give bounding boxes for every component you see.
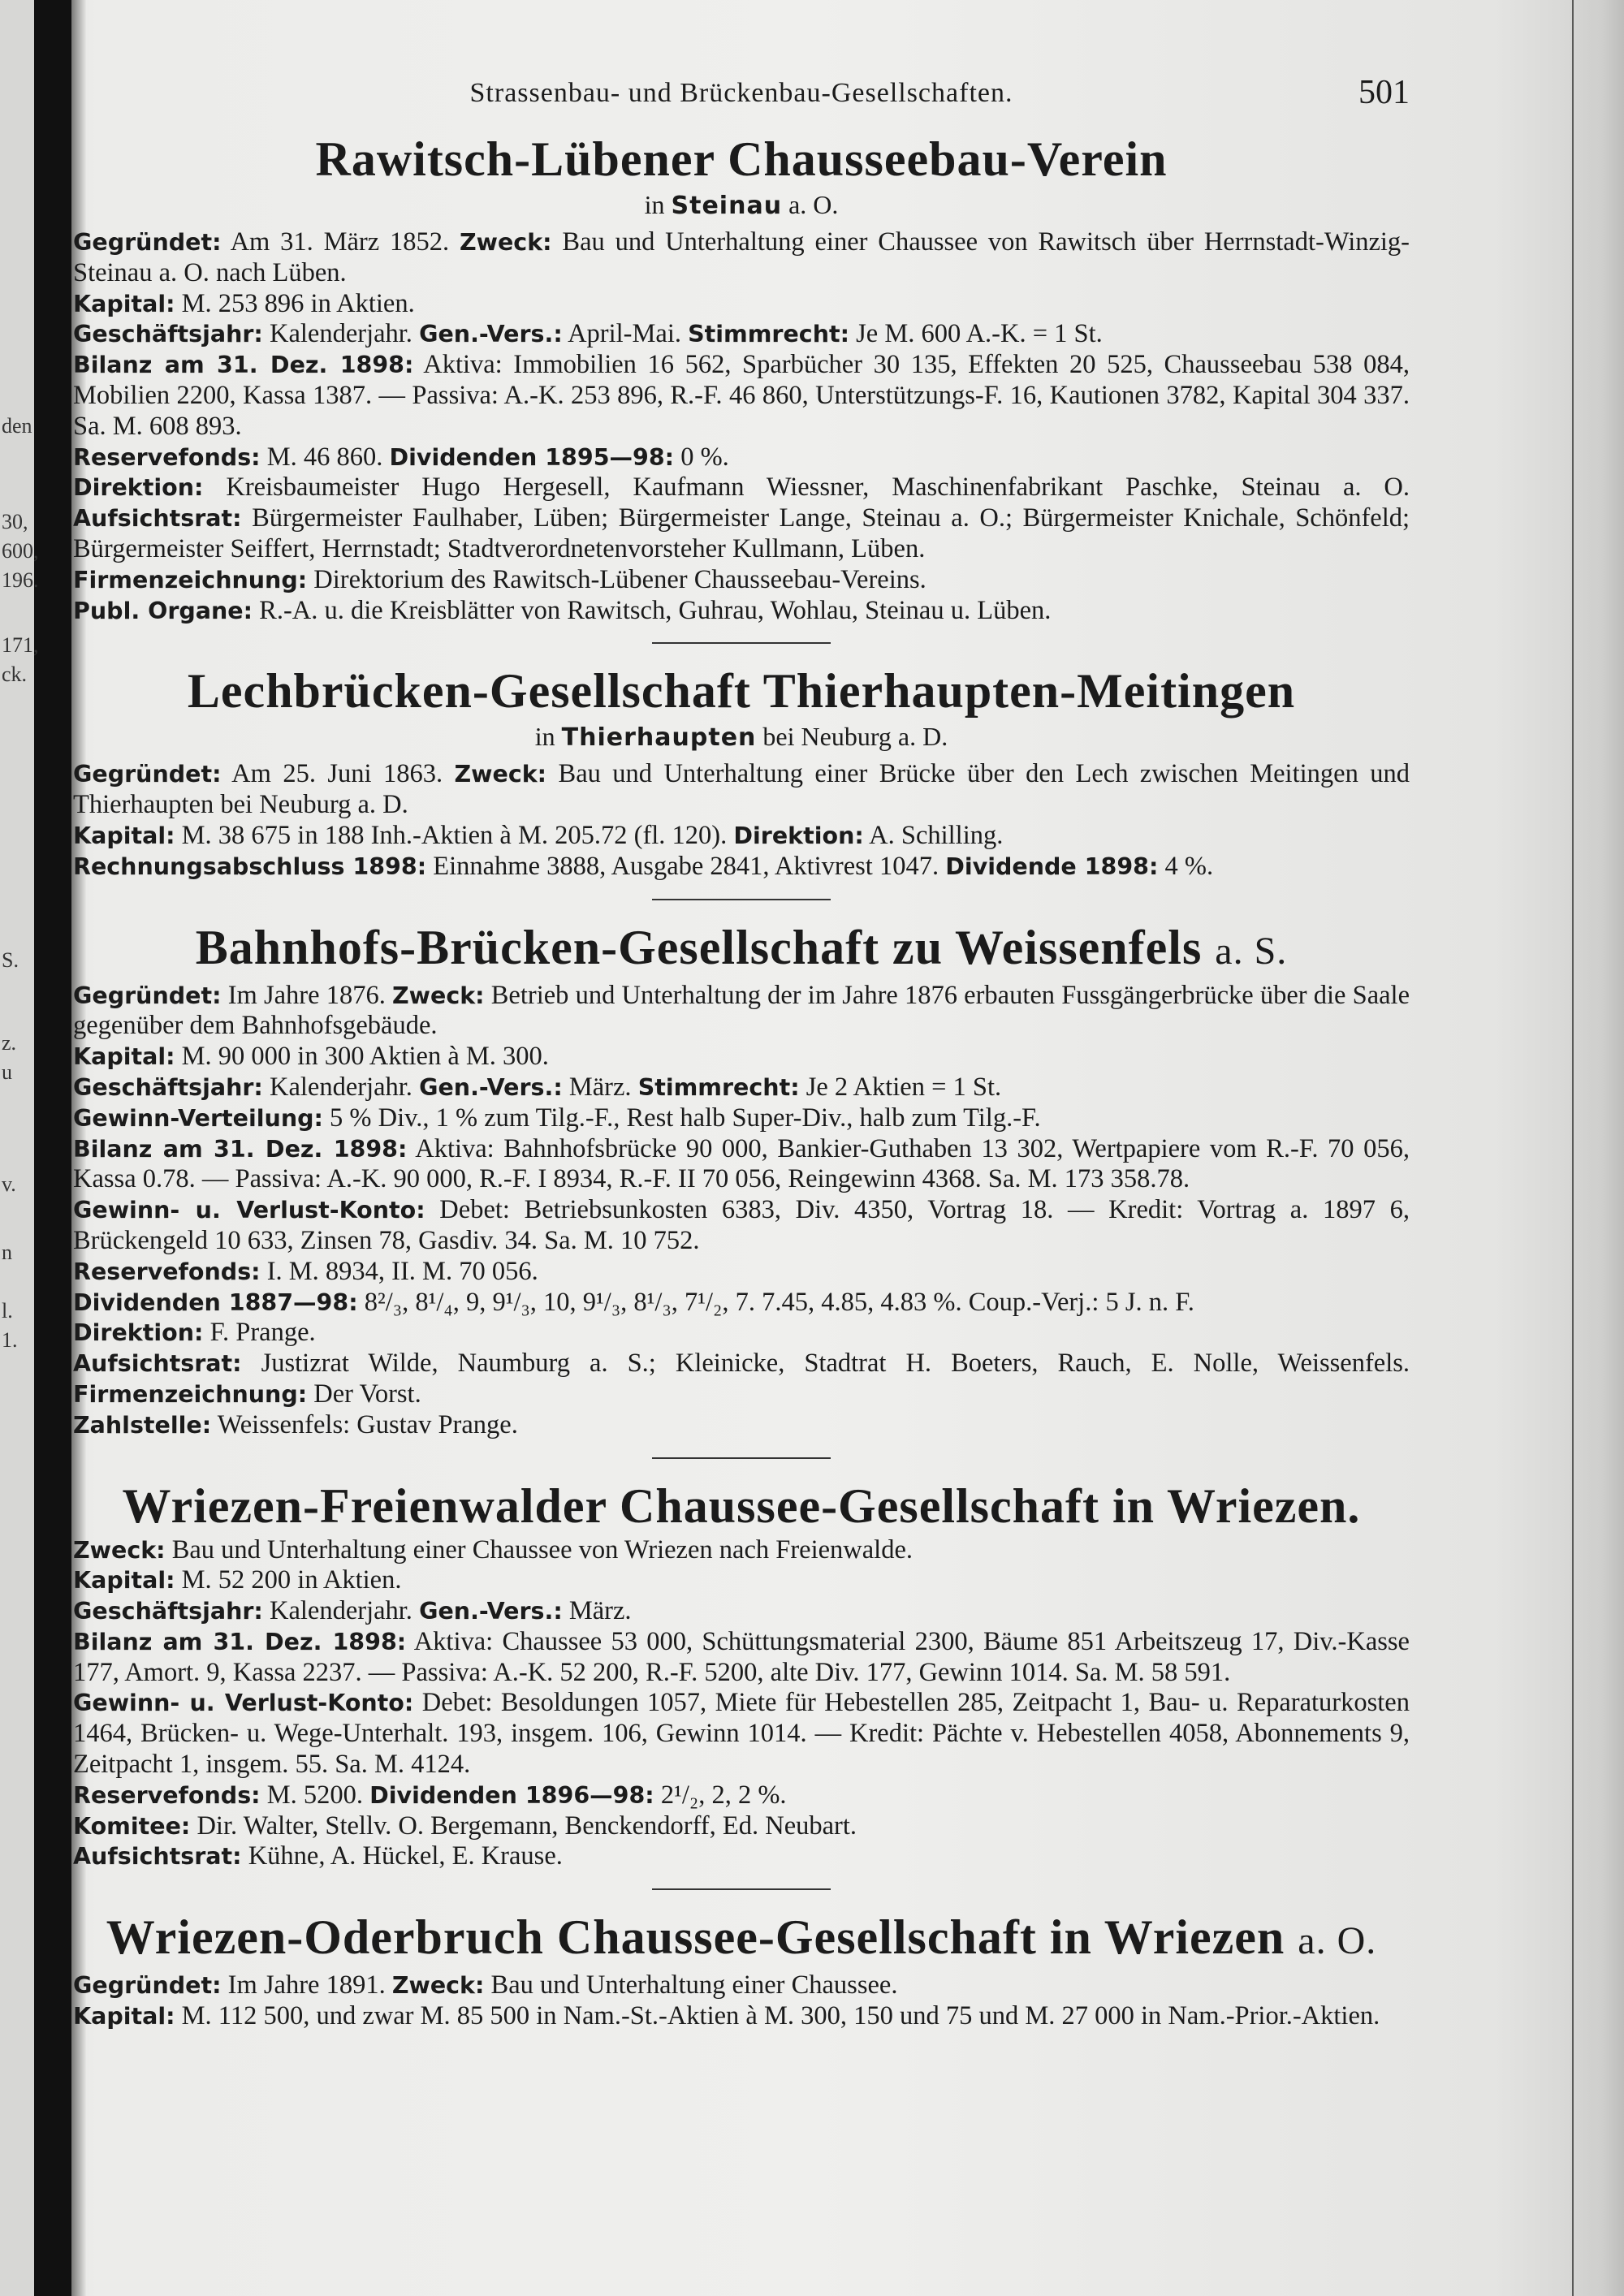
entry-title bbox=[73, 1908, 1410, 1970]
field-label: Gegründet: bbox=[73, 229, 222, 256]
page-content bbox=[73, 75, 1410, 2032]
field-text: Kalenderjahr. bbox=[269, 1072, 412, 1102]
entry-field bbox=[73, 1195, 1410, 1257]
entry-field bbox=[73, 350, 1410, 442]
entry-field bbox=[73, 1410, 1410, 1441]
entry-title bbox=[73, 130, 1410, 188]
entry-title bbox=[73, 662, 1410, 720]
field-text: M. 112 500, und zwar M. 85 500 in Nam.-St.-Aktien à M. 300, 150 und 75 und M. 27 000 in Nam.-Prior.-Aktien. bbox=[181, 2001, 1380, 2031]
margin-fragment: den bbox=[2, 414, 32, 438]
field-text: März. bbox=[568, 1596, 632, 1626]
field-label: Bilanz am 31. Dez. 1898: bbox=[73, 1135, 408, 1163]
entries-list bbox=[73, 130, 1410, 2032]
field-label: Gewinn-Verteilung: bbox=[73, 1104, 323, 1132]
right-page-edge bbox=[1567, 0, 1624, 2296]
entry-field bbox=[73, 227, 1410, 289]
field-label: Stimmrecht: bbox=[688, 321, 850, 348]
field-text: M. 52 200 in Aktien. bbox=[181, 1565, 402, 1595]
field-label: Gegründet: bbox=[73, 982, 222, 1009]
field-text: 5 % Div., 1 % zum Tilg.-F., Rest halb Super-Div., halb zum Tilg.-F. bbox=[330, 1103, 1041, 1133]
entry-divider bbox=[652, 1888, 831, 1890]
running-head-title: Strassenbau- und Brückenbau-Gesellschaften. bbox=[469, 78, 1013, 108]
field-text: Debet: Besoldungen 1057, Miete für Hebestellen 285, Zeitpacht 1, Bau- u. Reparaturkosten 1464, Brücken- u. Wege-Unterhalt. 193, insgem. 106, Gewinn 1014. — Kredit: Pächte v. Hebestellen 4058, Abonnements 9, Zeitpacht 1, insgem. 55. Sa. M. 4124. bbox=[73, 1688, 1410, 1780]
entry-field bbox=[73, 1688, 1410, 1780]
entry-field bbox=[73, 319, 1410, 350]
field-text: Bau und Unterhaltung einer Chaussee. bbox=[490, 1970, 898, 2000]
field-text: Bau und Unterhaltung einer Chaussee von Rawitsch über Herrnstadt-Winzig-Steinau a. O. nach Lüben. bbox=[73, 227, 1410, 287]
field-label: Direktion: bbox=[73, 474, 204, 502]
entry-title-main: Bahnhofs-Brücken-Gesellschaft zu Weissenfels bbox=[195, 920, 1203, 974]
entry-field bbox=[73, 1257, 1410, 1288]
field-label: Dividenden 1896—98: bbox=[369, 1781, 654, 1809]
company-entry bbox=[73, 1477, 1410, 1873]
field-text: Kalenderjahr. bbox=[269, 1596, 412, 1626]
field-text: M. 253 896 in Aktien. bbox=[181, 288, 415, 318]
entry-field bbox=[73, 1841, 1410, 1872]
field-label: Kapital: bbox=[73, 1567, 175, 1595]
entry-field bbox=[73, 1565, 1410, 1596]
field-label: Aufsichtsrat: bbox=[73, 1350, 242, 1378]
margin-fragment: u bbox=[2, 1060, 12, 1084]
field-label: Kapital: bbox=[73, 822, 175, 849]
entry-divider bbox=[652, 1457, 831, 1459]
margin-fragment: v. bbox=[2, 1172, 16, 1196]
field-label: Dividende 1898: bbox=[945, 852, 1159, 880]
field-text: Dir. Walter, Stellv. O. Bergemann, Benckendorff, Ed. Neubart. bbox=[197, 1810, 857, 1841]
field-label: Zweck: bbox=[459, 229, 552, 256]
field-label: Zweck: bbox=[73, 1536, 166, 1564]
field-text: Je 2 Aktien = 1 St. bbox=[806, 1072, 1002, 1102]
margin-fragment: 600, bbox=[2, 539, 39, 563]
field-text: A. Schilling. bbox=[869, 820, 1004, 850]
entry-divider bbox=[652, 642, 831, 644]
field-label: Gegründet: bbox=[73, 1972, 222, 2000]
margin-fragment: S. bbox=[2, 948, 19, 972]
entry-field bbox=[73, 2001, 1410, 2032]
field-label: Bilanz am 31. Dez. 1898: bbox=[73, 1628, 407, 1655]
entry-field bbox=[73, 1072, 1410, 1103]
entry-title-suffix: a. O. bbox=[1298, 1919, 1377, 1963]
entry-field bbox=[73, 1288, 1410, 1318]
field-text: R.-A. u. die Kreisblätter von Rawitsch, Guhrau, Wohlau, Steinau u. Lüben. bbox=[259, 595, 1052, 625]
field-text: 4 %. bbox=[1164, 851, 1214, 881]
margin-fragment: n bbox=[2, 1241, 12, 1264]
field-label: Reservefonds: bbox=[73, 443, 261, 471]
field-text: Kühne, A. Hückel, E. Krause. bbox=[248, 1841, 563, 1871]
location-suffix: bei Neuburg a. D. bbox=[762, 722, 948, 752]
field-label: Firmenzeichnung: bbox=[73, 1380, 308, 1408]
field-text: Bürgermeister Faulhaber, Lüben; Bürgermeister Lange, Steinau a. O.; Bürgermeister Knichale, Schönfeld; Bürgermeister Seiffert, Herrnstadt; Stadtverordnetenvorsteher Kullmann, Lüben. bbox=[73, 503, 1410, 563]
entry-field bbox=[73, 1042, 1410, 1072]
entry-divider bbox=[652, 899, 831, 900]
entry-field bbox=[73, 1811, 1410, 1842]
entry-field bbox=[73, 565, 1410, 596]
field-label: Kapital: bbox=[73, 1043, 175, 1071]
field-label: Aufsichtsrat: bbox=[73, 1843, 242, 1871]
field-text: Justizrat Wilde, Naumburg a. S.; Kleinicke, Stadtrat H. Boeters, Rauch, E. Nolle, Weissenfels. bbox=[261, 1349, 1410, 1379]
field-text: Bau und Unterhaltung einer Brücke über den Lech zwischen Meitingen und Thierhaupten bei Neuburg a. D. bbox=[73, 759, 1410, 820]
margin-fragment: z. bbox=[2, 1031, 17, 1055]
field-label: Reservefonds: bbox=[73, 1781, 261, 1809]
field-label: Zahlstelle: bbox=[73, 1411, 212, 1439]
field-label: Rechnungsabschluss 1898: bbox=[73, 852, 427, 880]
field-label: Zweck: bbox=[392, 982, 485, 1009]
field-text: Kalenderjahr. bbox=[269, 319, 412, 349]
margin-fragment: ck. bbox=[2, 662, 28, 686]
left-page-edge bbox=[0, 0, 34, 2296]
running-head bbox=[73, 75, 1410, 123]
field-label: Stimmrecht: bbox=[637, 1073, 800, 1101]
field-text: Bau und Unterhaltung einer Chaussee von Wriezen nach Freienwalde. bbox=[171, 1534, 914, 1564]
margin-fragment: 30, bbox=[2, 510, 28, 533]
field-text: Je M. 600 A.-K. = 1 St. bbox=[856, 319, 1103, 349]
entry-field bbox=[73, 1535, 1410, 1566]
entry-title-main: Lechbrücken-Gesellschaft Thierhaupten-Meitingen bbox=[187, 664, 1296, 719]
entry-field bbox=[73, 1970, 1410, 2001]
field-text: Weissenfels: Gustav Prange. bbox=[217, 1409, 518, 1439]
field-label: Kapital: bbox=[73, 290, 175, 317]
field-label: Dividenden 1887—98: bbox=[73, 1288, 358, 1316]
field-label: Zweck: bbox=[454, 761, 547, 788]
field-text: Im Jahre 1891. bbox=[227, 1970, 386, 2000]
field-text: M. 90 000 in 300 Aktien à M. 300. bbox=[181, 1042, 549, 1072]
entry-title-main: Wriezen-Freienwalder Chaussee-Gesellschaft in Wriezen. bbox=[122, 1478, 1361, 1533]
entry-field bbox=[73, 1627, 1410, 1689]
entry-location bbox=[73, 188, 1410, 222]
entry-location bbox=[73, 720, 1410, 754]
entry-field bbox=[73, 759, 1410, 821]
field-label: Gen.-Vers.: bbox=[419, 1073, 563, 1101]
entry-title-main: Rawitsch-Lübener Chausseebau-Verein bbox=[315, 132, 1168, 186]
entry-title bbox=[73, 1477, 1410, 1535]
company-entry bbox=[73, 918, 1410, 1441]
company-entry bbox=[73, 130, 1410, 626]
field-text: März. bbox=[568, 1072, 632, 1102]
location-prefix: in bbox=[534, 722, 555, 752]
field-text: Debet: Betriebsunkosten 6383, Div. 4350, Vortrag 18. — Kredit: Vortrag a. 1897 6, Brückengeld 10 633, Zinsen 78, Gasdiv. 34. Sa. M. 10 752. bbox=[73, 1195, 1410, 1255]
field-text: I. M. 8934, II. M. 70 056. bbox=[266, 1256, 538, 1286]
field-text: Der Vorst. bbox=[313, 1379, 421, 1409]
entry-field bbox=[73, 852, 1410, 883]
field-label: Dividenden 1895—98: bbox=[389, 443, 675, 471]
field-text: F. Prange. bbox=[209, 1318, 316, 1348]
field-label: Bilanz am 31. Dez. 1898: bbox=[73, 352, 414, 379]
field-label: Reservefonds: bbox=[73, 1258, 261, 1285]
margin-fragment: 171, bbox=[2, 633, 39, 657]
field-text: Betrieb und Unterhaltung der im Jahre 1876 erbauten Fussgängerbrücke über die Saale gegenüber dem Bahnhofsgebäude. bbox=[73, 980, 1410, 1041]
entry-field bbox=[73, 442, 1410, 473]
field-text: M. 38 675 in 188 Inh.-Aktien à M. 205.72 (fl. 120). bbox=[181, 820, 728, 850]
field-label: Geschäftsjahr: bbox=[73, 1073, 263, 1101]
margin-fragment: l. bbox=[2, 1299, 13, 1323]
field-label: Gewinn- u. Verlust-Konto: bbox=[73, 1690, 414, 1717]
entry-title-suffix: a. S. bbox=[1215, 929, 1288, 973]
field-text: 8²/₃, 8¹/₄, 9, 9¹/₃, 10, 9¹/₃, 8¹/₃, 7¹/₂, 7. 7.45, 4.85, 4.83 %. Coup.-Verj.: 5 J. n. F. bbox=[364, 1287, 1194, 1317]
field-text: Kreisbaumeister Hugo Hergesell, Kaufmann Wiessner, Maschinenfabrikant Paschke, Steinau a. O. bbox=[226, 473, 1410, 503]
field-label: Komitee: bbox=[73, 1812, 191, 1840]
field-label: Direktion: bbox=[73, 1319, 204, 1347]
entry-field bbox=[73, 1134, 1410, 1196]
page-number: 501 bbox=[1358, 74, 1410, 111]
entry-title bbox=[73, 918, 1410, 981]
entry-field bbox=[73, 1596, 1410, 1627]
field-text: 0 %. bbox=[680, 442, 729, 472]
location-place: Thierhaupten bbox=[561, 723, 757, 753]
entry-field bbox=[73, 1103, 1410, 1134]
entry-field bbox=[73, 596, 1410, 627]
field-text: M. 46 860. bbox=[266, 442, 383, 472]
entry-field bbox=[73, 473, 1410, 564]
entry-field bbox=[73, 289, 1410, 320]
field-label: Firmenzeichnung: bbox=[73, 566, 308, 593]
field-text: Am 25. Juni 1863. bbox=[231, 759, 443, 789]
field-label: Aufsichtsrat: bbox=[73, 505, 242, 533]
field-label: Gewinn- u. Verlust-Konto: bbox=[73, 1197, 425, 1224]
location-place: Steinau bbox=[671, 192, 783, 220]
company-entry bbox=[73, 662, 1410, 882]
field-text: Im Jahre 1876. bbox=[227, 980, 386, 1010]
entry-field bbox=[73, 821, 1410, 852]
location-suffix: a. O. bbox=[788, 190, 839, 219]
company-entry bbox=[73, 1908, 1410, 2032]
field-text: Direktorium des Rawitsch-Lübener Chausseebau-Vereins. bbox=[313, 564, 926, 594]
field-text: M. 5200. bbox=[266, 1780, 363, 1810]
field-label: Gen.-Vers.: bbox=[419, 321, 563, 348]
field-label: Zweck: bbox=[391, 1972, 485, 2000]
entry-field bbox=[73, 1318, 1410, 1349]
field-text: April-Mai. bbox=[568, 319, 681, 349]
entry-title-main: Wriezen-Oderbruch Chaussee-Gesellschaft in Wriezen bbox=[106, 1910, 1285, 1965]
field-text: Aktiva: Bahnhofsbrücke 90 000, Bankier-Guthaben 13 302, Wertpapiere vom R.-F. 70 056, Kassa 0.78. — Passiva: A.-K. 90 000, R.-F. I 8934, R.-F. II 70 056, Reingewinn 4368. Sa. M. 173 358.78. bbox=[73, 1133, 1410, 1194]
entry-field bbox=[73, 1780, 1410, 1811]
field-text: Einnahme 3888, Ausgabe 2841, Aktivrest 1047. bbox=[433, 851, 939, 881]
field-label: Gen.-Vers.: bbox=[419, 1598, 563, 1625]
field-text: Aktiva: Immobilien 16 562, Sparbücher 30 135, Effekten 20 525, Chausseebau 538 084, Mobilien 2200, Kassa 1387. — Passiva: A.-K. 253 896, R.-F. 46 860, Unterstützungs-F. 16, Kautionen 3782, Kapital 304 337. Sa. M. 608 893. bbox=[73, 350, 1410, 441]
field-label: Geschäftsjahr: bbox=[73, 321, 263, 348]
field-text: Aktiva: Chaussee 53 000, Schüttungsmaterial 2300, Bäume 851 Arbeitszeug 17, Div.-Kasse 177, Amort. 9, Kassa 2237. — Passiva: A.-K. 52 200, R.-F. 5200, alte Div. 177, Gewinn 1014. Sa. M. 58 591. bbox=[73, 1626, 1410, 1687]
margin-fragment: 1. bbox=[2, 1328, 18, 1352]
location-prefix: in bbox=[644, 190, 665, 219]
field-text: Am 31. März 1852. bbox=[230, 227, 450, 257]
entry-field bbox=[73, 1349, 1410, 1410]
book-spine bbox=[34, 0, 71, 2296]
field-label: Kapital: bbox=[73, 2003, 175, 2031]
right-edge-line bbox=[1572, 0, 1574, 2296]
margin-fragment: 196. bbox=[2, 568, 39, 592]
field-label: Gegründet: bbox=[73, 761, 222, 788]
field-text: 2¹/₂, 2, 2 %. bbox=[660, 1780, 787, 1810]
field-label: Publ. Organe: bbox=[73, 597, 253, 624]
field-label: Direktion: bbox=[733, 822, 864, 849]
entry-field bbox=[73, 981, 1410, 1042]
field-label: Geschäftsjahr: bbox=[73, 1598, 263, 1625]
